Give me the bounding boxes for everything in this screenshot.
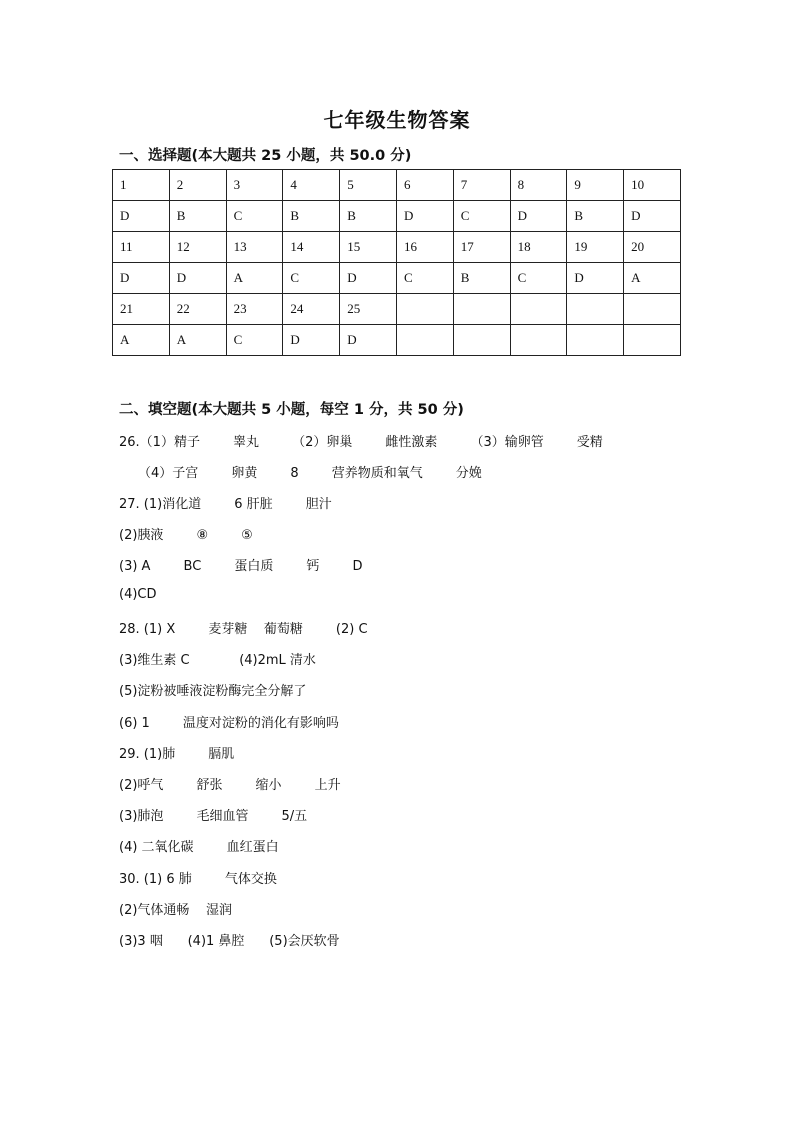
table-cell: 6: [396, 170, 453, 201]
table-cell: 10: [624, 170, 681, 201]
answer-line: (2)胰液 ⑧ ⑤: [119, 528, 253, 543]
table-cell: 13: [226, 232, 283, 263]
table-cell: 19: [567, 232, 624, 263]
table-row: [113, 170, 681, 201]
table-cell: D: [396, 201, 453, 232]
table-cell: 14: [283, 232, 340, 263]
answer-line: 29. (1)肺 膈肌: [119, 747, 235, 762]
section-heading-choice: 一、选择题(本大题共 25 小题，共 50.0 分): [119, 148, 412, 164]
table-cell: C: [510, 263, 567, 294]
answer-line: 28. (1) X 麦芽糖 葡萄糖 (2) C: [119, 622, 368, 637]
table-cell: [510, 325, 567, 356]
answer-line: 30. (1) 6 肺 气体交换: [119, 872, 277, 887]
table-cell: D: [624, 201, 681, 232]
table-cell: D: [169, 263, 226, 294]
table-cell: [396, 325, 453, 356]
table-cell: A: [624, 263, 681, 294]
table-cell: D: [567, 263, 624, 294]
table-cell: D: [283, 325, 340, 356]
answer-line: (3)肺泡 毛细血管 5/五: [119, 809, 308, 824]
table-cell: A: [226, 263, 283, 294]
table-row: [113, 232, 681, 263]
table-cell: A: [169, 325, 226, 356]
table-cell: [567, 294, 624, 325]
table-cell: 8: [510, 170, 567, 201]
table-cell: 20: [624, 232, 681, 263]
table-cell: B: [340, 201, 397, 232]
table-cell: D: [113, 263, 170, 294]
table-cell: 1: [113, 170, 170, 201]
table-cell: 11: [113, 232, 170, 263]
answer-line: (2)呼气 舒张 缩小 上升: [119, 778, 341, 793]
answer-line: (3) A BC 蛋白质 钙 D: [119, 559, 363, 574]
table-cell: 25: [340, 294, 397, 325]
table-cell: B: [567, 201, 624, 232]
table-cell: C: [226, 201, 283, 232]
table-cell: 15: [340, 232, 397, 263]
table-cell: [396, 294, 453, 325]
table-cell: 21: [113, 294, 170, 325]
table-cell: B: [283, 201, 340, 232]
table-cell: 22: [169, 294, 226, 325]
answer-line: (4)CD: [119, 587, 157, 602]
table-cell: C: [396, 263, 453, 294]
table-cell: 2: [169, 170, 226, 201]
table-cell: D: [340, 263, 397, 294]
table-cell: 5: [340, 170, 397, 201]
table-cell: [453, 294, 510, 325]
table-cell: 7: [453, 170, 510, 201]
answer-line: （4）子宫 卵黄 8 营养物质和氧气 分娩: [138, 466, 482, 481]
table-cell: 18: [510, 232, 567, 263]
table-cell: C: [226, 325, 283, 356]
table-row: [113, 263, 681, 294]
table-cell: D: [510, 201, 567, 232]
table-cell: 12: [169, 232, 226, 263]
table-cell: 17: [453, 232, 510, 263]
table-row: [113, 201, 681, 232]
table-row: [113, 294, 681, 325]
table-cell: [567, 325, 624, 356]
answer-line: (2)气体通畅 湿润: [119, 903, 232, 918]
table-cell: 16: [396, 232, 453, 263]
answer-table: [112, 169, 681, 356]
page-title: 七年级生物答案: [323, 108, 471, 132]
table-row: [113, 325, 681, 356]
table-cell: C: [283, 263, 340, 294]
table-cell: [624, 294, 681, 325]
table-cell: C: [453, 201, 510, 232]
table-cell: 9: [567, 170, 624, 201]
table-cell: [453, 325, 510, 356]
answer-line: (4) 二氧化碳 血红蛋白: [119, 840, 279, 855]
table-cell: 23: [226, 294, 283, 325]
table-cell: D: [113, 201, 170, 232]
table-cell: B: [453, 263, 510, 294]
answer-line: (5)淀粉被唾液淀粉酶完全分解了: [119, 684, 307, 699]
table-cell: 3: [226, 170, 283, 201]
table-cell: 4: [283, 170, 340, 201]
table-cell: A: [113, 325, 170, 356]
table-cell: [510, 294, 567, 325]
section-heading-fill: 二、填空题(本大题共 5 小题，每空 1 分，共 50 分): [119, 402, 464, 418]
table-cell: [624, 325, 681, 356]
answer-line: (3)维生素 C (4)2mL 清水: [119, 653, 316, 668]
answer-line: 26.（1）精子 睾丸 （2）卵巢 雌性激素 （3）输卵管 受精: [119, 435, 603, 450]
table-cell: D: [340, 325, 397, 356]
answer-line: 27. (1)消化道 6 肝脏 胆汁: [119, 497, 332, 512]
table-cell: 24: [283, 294, 340, 325]
answer-line: (6) 1 温度对淀粉的消化有影响吗: [119, 716, 339, 731]
table-cell: B: [169, 201, 226, 232]
answer-line: (3)3 咽 (4)1 鼻腔 (5)会厌软骨: [119, 934, 340, 949]
